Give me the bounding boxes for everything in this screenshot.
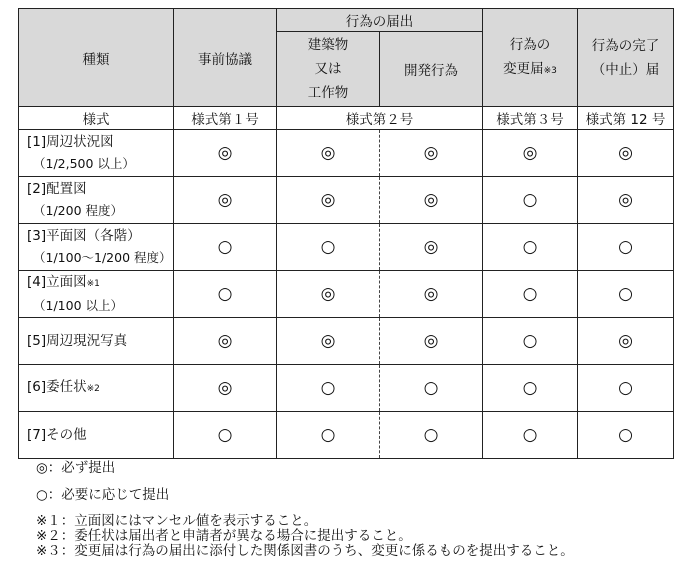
requirement-mark: ○ (217, 424, 233, 445)
requirement-cell (578, 177, 674, 224)
header-building-line-2: 又は (314, 61, 342, 77)
table-row (19, 130, 674, 177)
requirement-cell (174, 412, 277, 459)
row-label (19, 365, 174, 412)
requirement-cell (380, 177, 483, 224)
requirement-mark: ○ (320, 236, 336, 257)
requirement-cell (380, 130, 483, 177)
requirement-mark: ○ (423, 424, 439, 445)
row-name: [1]周辺状況図 (27, 134, 114, 150)
table-row (19, 318, 674, 365)
header-change-line-1: 行為の (509, 36, 551, 53)
header-row-1 (19, 9, 674, 32)
table-row (19, 224, 674, 271)
form-notification: 様式第２号 (277, 107, 483, 130)
form-number-row (19, 107, 674, 130)
requirement-cell (380, 318, 483, 365)
requirement-mark: ○ (522, 377, 538, 398)
requirement-mark: ○ (618, 377, 633, 398)
requirement-mark: ◎ (320, 189, 336, 210)
footnote-1: ※１：立面図にはマンセル値を表示すること。 (36, 513, 318, 529)
requirement-mark: ○ (522, 236, 538, 257)
row-label (19, 130, 174, 177)
legend-required: ◎：必ず提出 (36, 460, 116, 476)
requirement-mark: ○ (618, 283, 633, 304)
requirement-mark: ○ (320, 377, 336, 398)
document-rows (19, 130, 674, 459)
requirement-cell (483, 318, 578, 365)
table-row (19, 412, 674, 459)
row-label (19, 224, 174, 271)
requirement-mark: ○ (423, 377, 439, 398)
form-change: 様式第３号 (483, 107, 578, 130)
requirement-mark: ○ (522, 330, 538, 351)
requirement-cell (277, 224, 380, 271)
requirement-cell (578, 224, 674, 271)
row-name: [2]配置図 (27, 181, 87, 197)
row-label (19, 271, 174, 318)
row-label (19, 177, 174, 224)
requirement-cell (578, 271, 674, 318)
table-row (19, 365, 674, 412)
row-name: [7]その他 (27, 426, 87, 443)
requirement-cell (380, 271, 483, 318)
requirement-mark: ◎ (217, 377, 233, 398)
requirement-cell (174, 318, 277, 365)
row-scale: （1/100 以上） (33, 298, 123, 313)
requirement-cell (380, 412, 483, 459)
header-building (277, 32, 380, 107)
requirement-cell (174, 177, 277, 224)
requirement-mark: ◎ (522, 142, 538, 163)
requirement-mark: ◎ (320, 142, 336, 163)
submission-requirements-table (18, 8, 674, 459)
header-completion-notice (578, 9, 674, 107)
requirement-mark: ○ (522, 424, 538, 445)
header-change-note: ※3 (543, 65, 557, 76)
header-completion-line-1: 行為の完了 (591, 37, 660, 54)
header-pre-consultation: 事前協議 (174, 9, 277, 107)
requirement-cell (174, 365, 277, 412)
table-row (19, 271, 674, 318)
requirement-mark: ○ (522, 189, 538, 210)
requirement-cell (174, 271, 277, 318)
requirement-mark: ◎ (320, 330, 336, 351)
requirement-mark: ◎ (423, 189, 439, 210)
requirement-cell (483, 365, 578, 412)
form-label: 様式 (19, 107, 174, 130)
requirement-mark: ◎ (217, 189, 233, 210)
requirement-cell (578, 412, 674, 459)
requirement-cell (277, 130, 380, 177)
row-scale: （1/100～1/200 程度） (33, 250, 172, 265)
requirement-mark: ◎ (618, 189, 633, 210)
footnote-2: ※２：委任状は届出者と申請者が異なる場合に提出すること。 (36, 528, 412, 544)
requirement-mark: ○ (217, 283, 233, 304)
requirement-cell (277, 271, 380, 318)
table-row (19, 177, 674, 224)
requirement-mark: ◎ (217, 330, 233, 351)
requirement-cell (578, 130, 674, 177)
requirement-mark: ◎ (618, 330, 633, 351)
requirement-cell (277, 365, 380, 412)
requirement-mark: ○ (320, 424, 336, 445)
row-name: [3]平面図（各階） (27, 228, 141, 244)
header-development: 開発行為 (380, 32, 483, 107)
requirement-cell (483, 224, 578, 271)
header-building-line-3: 工作物 (307, 85, 349, 101)
requirement-mark: ○ (522, 283, 538, 304)
header-building-line-1: 建築物 (307, 37, 349, 53)
row-note-ref: ※1 (86, 279, 100, 289)
requirement-cell (277, 412, 380, 459)
header-change-line-2: 変更届 (503, 60, 544, 77)
requirement-cell (578, 318, 674, 365)
requirement-cell (483, 130, 578, 177)
row-name: [5]周辺現況写真 (27, 332, 128, 349)
requirement-cell (380, 224, 483, 271)
requirement-cell (174, 224, 277, 271)
requirement-mark: ◎ (423, 283, 439, 304)
requirement-mark: ◎ (423, 330, 439, 351)
row-note-ref: ※2 (86, 383, 100, 394)
header-change-notice (483, 9, 578, 107)
requirement-cell (483, 271, 578, 318)
form-pre-consult: 様式第１号 (174, 107, 277, 130)
requirement-mark: ◎ (423, 142, 439, 163)
requirement-mark: ○ (618, 236, 633, 257)
requirement-mark: ◎ (217, 142, 233, 163)
requirement-mark: ◎ (320, 283, 336, 304)
footnotes (36, 514, 574, 559)
row-scale: （1/200 程度） (33, 203, 123, 218)
requirement-mark: ○ (618, 424, 633, 445)
row-scale: （1/2,500 以上） (33, 156, 135, 171)
requirement-cell (277, 318, 380, 365)
form-completion: 様式第 12 号 (578, 107, 674, 130)
header-type: 種類 (19, 9, 174, 107)
requirement-mark: ◎ (423, 236, 439, 257)
header-completion-line-2: （中止）届 (591, 61, 660, 78)
row-name: [6]委任状 (27, 378, 87, 395)
requirement-cell (380, 365, 483, 412)
requirement-mark: ○ (217, 236, 233, 257)
header-notification-group: 行為の届出 (277, 9, 483, 32)
requirement-cell (174, 130, 277, 177)
row-name: [4]立面図 (27, 274, 87, 290)
row-label (19, 412, 174, 459)
requirement-cell (578, 365, 674, 412)
footnote-3: ※３：変更届は行為の届出に添付した関係図書のうち、変更に係るものを提出すること。 (36, 543, 574, 559)
requirement-cell (483, 412, 578, 459)
row-label (19, 318, 174, 365)
requirement-cell (483, 177, 578, 224)
requirement-cell (277, 177, 380, 224)
requirement-mark: ◎ (618, 142, 633, 163)
legend-as-needed: ○：必要に応じて提出 (36, 487, 170, 503)
